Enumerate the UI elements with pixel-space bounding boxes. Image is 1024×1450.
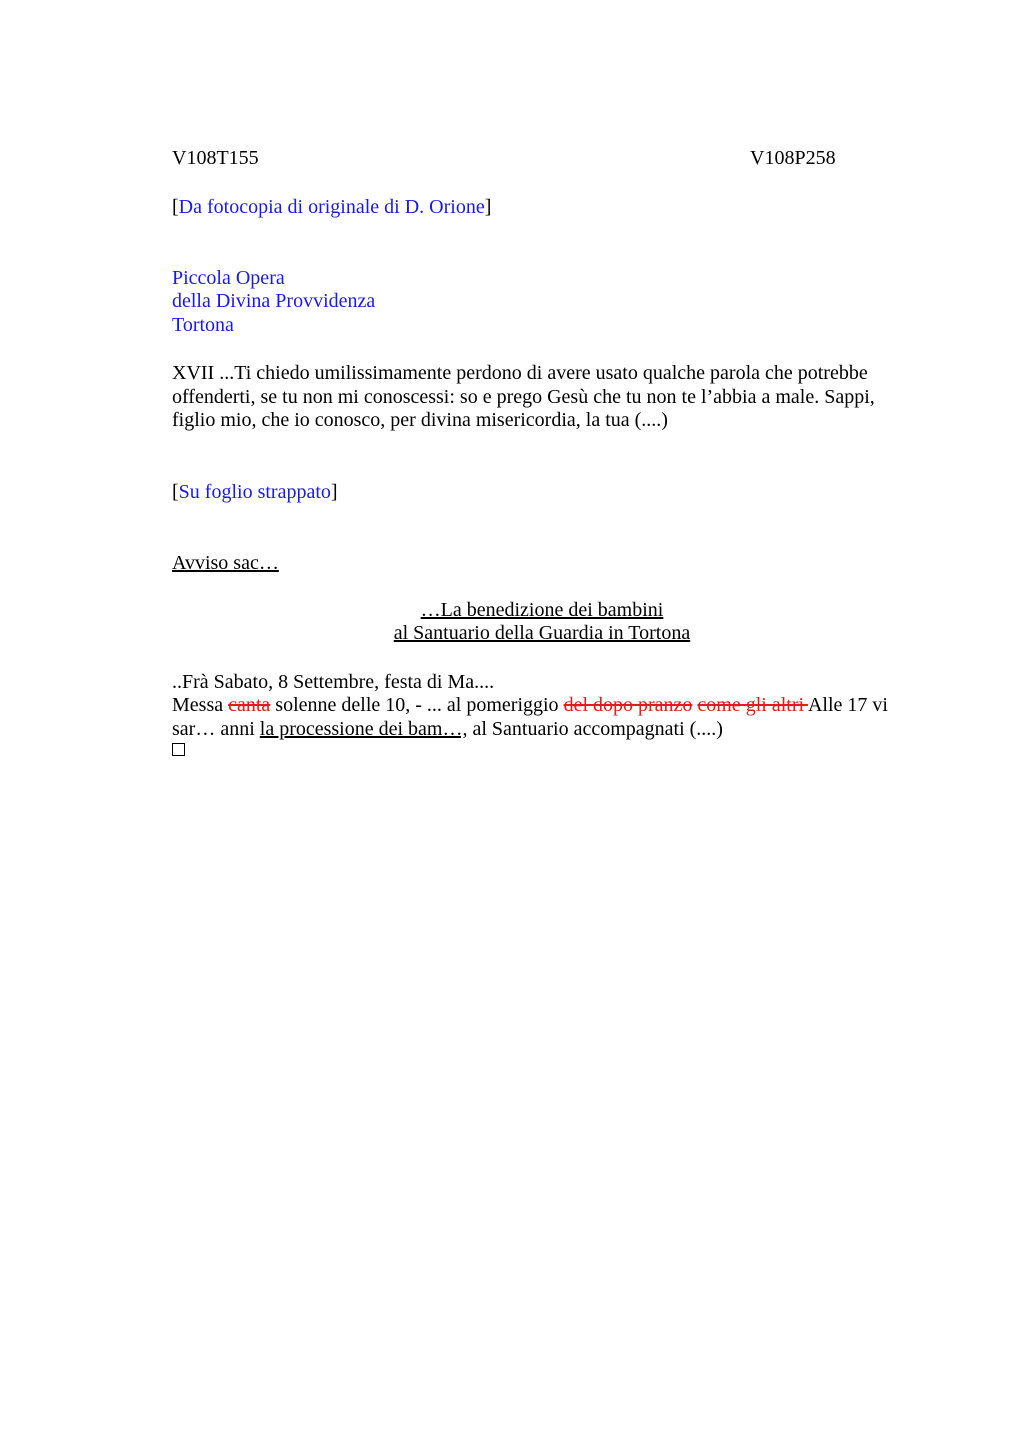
notice-title-line-1-text: …La benedizione dei bambini (420, 599, 664, 621)
notice-heading: Avviso sac… (172, 552, 279, 574)
deleted-word-canta: canta (228, 694, 271, 716)
underlined-procession-phrase: la processione dei bam…, (259, 718, 468, 740)
left-reference-code: V108T155 (172, 147, 259, 169)
notice-title-line-1 (172, 598, 912, 622)
right-reference-code: V108P258 (750, 147, 836, 169)
letterhead-line-3: Tortona (172, 314, 234, 336)
torn-note-text: Su foglio strappato (178, 481, 331, 503)
torn-note-open-bracket: [ (172, 481, 179, 503)
notice-line-2 (172, 693, 888, 717)
notice-line-3-part-2: al Santuario accompagnati (....) (467, 718, 723, 740)
body-paragraph-line-2: offenderti, se tu non mi conoscessi: so e prego Gesù che tu non te l’abbia a male. Sappi, (172, 386, 875, 408)
source-note-open-bracket: [ (172, 196, 179, 218)
deleted-phrase-come-gli-altri: come gli altri (697, 694, 808, 716)
torn-note-close-bracket: ] (330, 481, 338, 503)
torn-sheet-note (172, 480, 338, 504)
empty-square-icon (172, 743, 185, 756)
notice-title-line-2 (172, 621, 912, 645)
notice-line-1: ..Frà Sabato, 8 Settembre, festa di Ma.... (172, 671, 495, 693)
source-note-close-bracket: ] (484, 196, 492, 218)
notice-line-2-part-4: Alle 17 vi (807, 694, 888, 716)
letterhead-line-2: della Divina Provvidenza (172, 290, 376, 312)
body-paragraph-line-3: figlio mio, che io conosco, per divina misericordia, la tua (....) (172, 409, 668, 431)
notice-line-2-part-2: solenne delle 10, - ... al pomeriggio (270, 694, 564, 716)
notice-line-3 (172, 717, 723, 741)
deleted-phrase-dopo-pranzo: del dopo pranzo (563, 694, 693, 716)
letterhead-line-1: Piccola Opera (172, 267, 285, 289)
notice-line-2-part-1: Messa (172, 694, 229, 716)
source-note-text: Da fotocopia di originale di D. Orione (178, 196, 485, 218)
source-note (172, 195, 491, 219)
body-paragraph-line-1: XVII ...Ti chiedo umilissimamente perdono di avere usato qualche parola che potrebbe (172, 362, 868, 384)
notice-title-line-2-text: al Santuario della Guardia in Tortona (393, 622, 691, 644)
notice-line-3-part-1: sar… anni (172, 718, 260, 740)
